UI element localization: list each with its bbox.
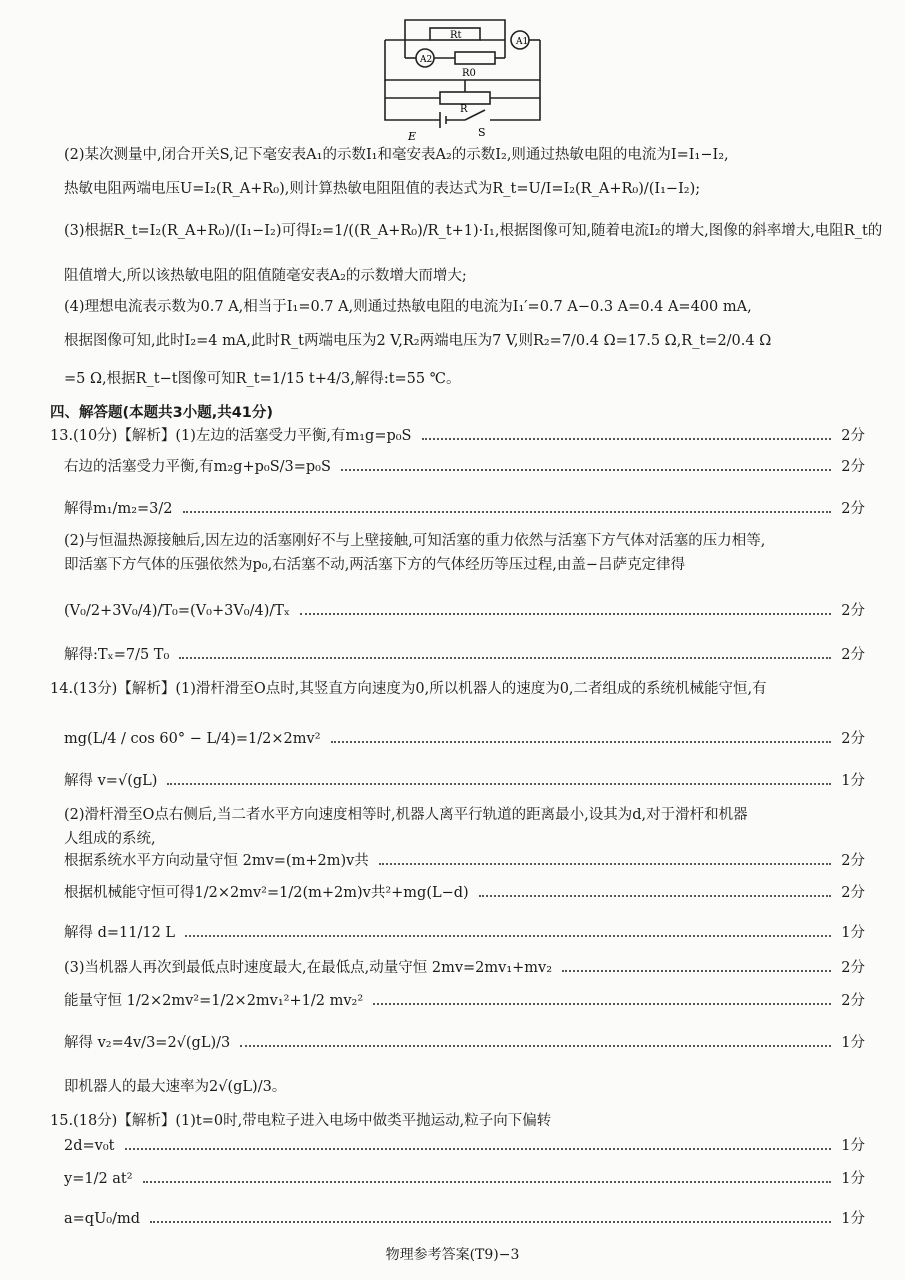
q14-line: (2)滑杆滑至O点右侧后,当二者水平方向速度相等时,机器人离平行轨道的距离最小,设其为d,对于滑杆和机器 xyxy=(64,807,748,823)
q15-line: 15.(18分)【解析】(1)t=0时,带电粒子进入电场中做类平抛运动,粒子向下偏转 xyxy=(50,1113,552,1129)
q14-line: 14.(13分)【解析】(1)滑杆滑至O点时,其竖直方向速度为0,所以机器人的速度为0,二者组成的系统机械能守恒,有 xyxy=(50,681,767,697)
q13-line: 解得m₁/m₂=3/2 2分 xyxy=(64,501,865,517)
q14-line: 即机器人的最大速率为2√(gL)/3。 xyxy=(64,1079,287,1095)
q14-line: 根据系统水平方向动量守恒 2mv=(m+2m)v共 2分 xyxy=(64,853,865,869)
q14-line: 解得 d=11/12 L 1分 xyxy=(64,925,865,941)
q15-line: y=1/2 at² 1分 xyxy=(64,1171,865,1187)
q13-line: 即活塞下方气体的压强依然为p₀,右活塞不动,两活塞下方的气体经历等压过程,由盖−吕萨克定律得 xyxy=(64,557,686,573)
q14-line: 解得 v=√(gL) 1分 xyxy=(64,773,865,789)
e-label: E xyxy=(408,130,417,143)
q14-line: mg(L/4 / cos 60° − L/4)=1/2×2mv² 2分 xyxy=(64,731,865,747)
q14-line: 根据机械能守恒可得1/2×2mv²=1/2(m+2m)v共²+mg(L−d) 2分 xyxy=(64,885,865,901)
text-line: 根据图像可知,此时I₂=4 mA,此时R_t两端电压为2 V,R₂两端电压为7 V,则R₂=7/0.4 Ω=17.5 Ω,R_t=2/0.4 Ω xyxy=(64,333,772,349)
q14-line: (3)当机器人再次到最低点时速度最大,在最低点,动量守恒 2mv=2mv₁+mv₂ 2分 xyxy=(64,960,865,976)
q14-line: 人组成的系统, xyxy=(64,831,156,847)
q13-line: (2)与恒温热源接触后,因左边的活塞刚好不与上壁接触,可知活塞的重力依然与活塞下方气体对活塞的压力相等, xyxy=(64,533,766,549)
r-label: R xyxy=(460,104,468,115)
text-line: (3)根据R_t=I₂(R_A+R₀)/(I₁−I₂)可得I₂=1/((R_A+R₀)/R_t+1)·I₁,根据图像可知,随着电流I₂的增大,图像的斜率增大,电阻R_t的 xyxy=(64,223,883,239)
q15-line: 2d=v₀t 1分 xyxy=(64,1138,865,1154)
q14-line: 能量守恒 1/2×2mv²=1/2×2mv₁²+1/2 mv₂² 2分 xyxy=(64,993,865,1009)
page-footer: 物理参考答案(T9)−3 xyxy=(385,1247,520,1263)
q13-line: 右边的活塞受力平衡,有m₂g+p₀S/3=p₀S 2分 xyxy=(64,459,865,475)
section-title: 四、解答题(本题共3小题,共41分) xyxy=(50,405,274,421)
text-line: 热敏电阻两端电压U=I₂(R_A+R₀),则计算热敏电阻阻值的表达式为R_t=U/I=I₂(R_A+R₀)/(I₁−I₂); xyxy=(64,181,701,197)
text-line: 阻值增大,所以该热敏电阻的阻值随毫安表A₂的示数增大而增大; xyxy=(64,268,467,284)
rt-label: Rt xyxy=(450,30,462,41)
a1-label: A1 xyxy=(516,37,529,47)
q13-line: (V₀/2+3V₀/4)/T₀=(V₀+3V₀/4)/Tₓ 2分 xyxy=(64,603,865,619)
q15-line: a=qU₀/md 1分 xyxy=(64,1211,865,1227)
q13-line: 13.(10分)【解析】(1)左边的活塞受力平衡,有m₁g=p₀S 2分 xyxy=(50,428,865,444)
text-line: (2)某次测量中,闭合开关S,记下毫安表A₁的示数I₁和毫安表A₂的示数I₂,则通过热敏电阻的电流为I=I₁−I₂, xyxy=(64,147,729,163)
text-line: =5 Ω,根据R_t−t图像可知R_t=1/15 t+4/3,解得:t=55 ℃。 xyxy=(64,371,461,387)
circuit-diagram xyxy=(0,0,905,145)
text-line: (4)理想电流表示数为0.7 A,相当于I₁=0.7 A,则通过热敏电阻的电流为I₁′=0.7 A−0.3 A=0.4 A=400 mA, xyxy=(64,299,752,315)
a2-label: A2 xyxy=(420,55,433,65)
r0-label: R0 xyxy=(462,68,476,79)
q13-line: 解得:Tₓ=7/5 T₀ 2分 xyxy=(64,647,865,663)
q14-line: 解得 v₂=4v/3=2√(gL)/3 1分 xyxy=(64,1035,865,1051)
s-label: S xyxy=(478,126,486,139)
